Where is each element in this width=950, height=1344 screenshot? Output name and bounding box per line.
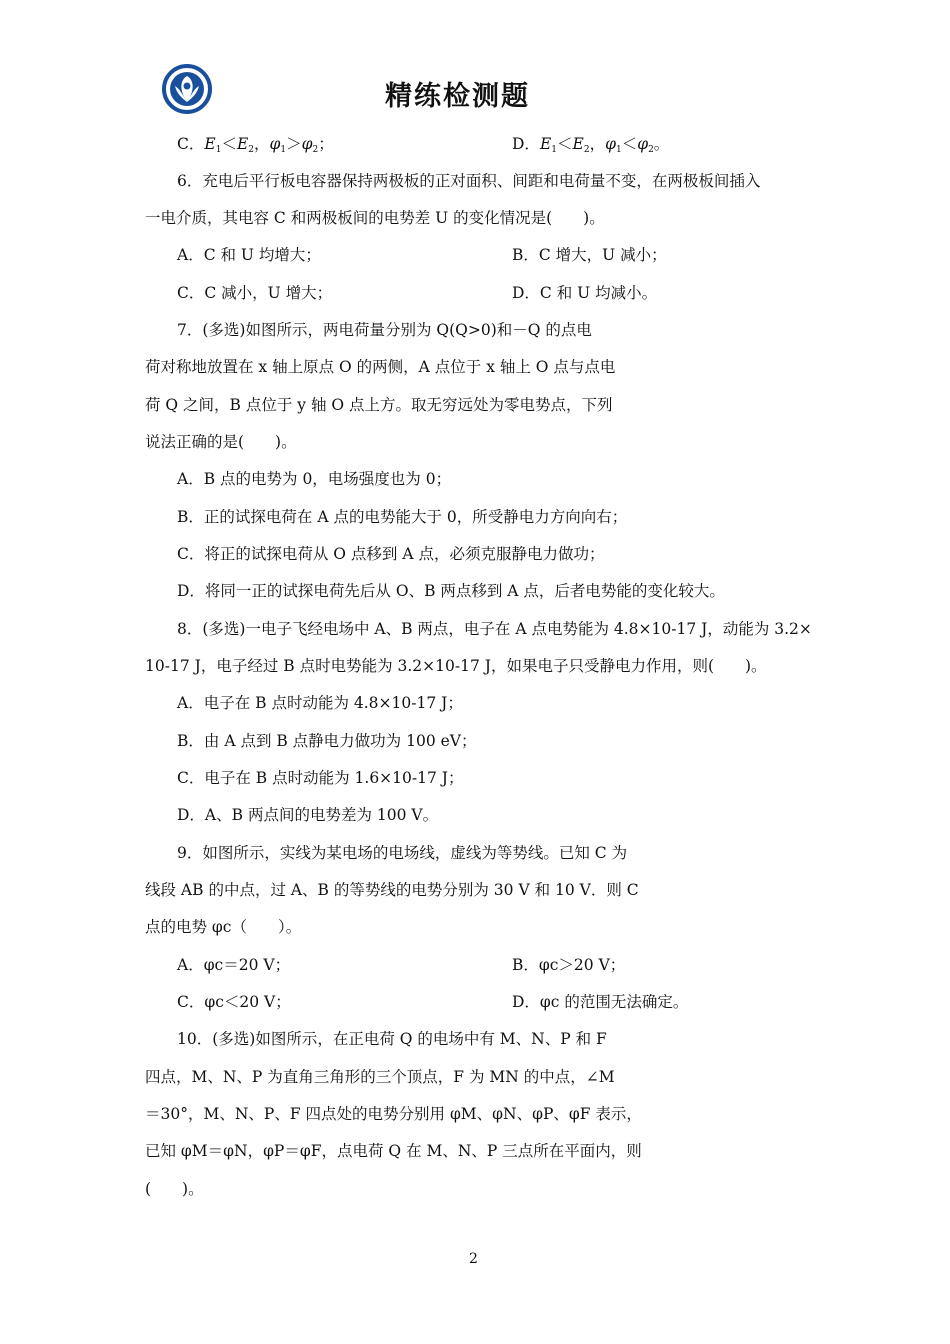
q10-stem-line4: 已知 φM＝φN，φP＝φF，点电荷 Q 在 M、N、P 三点所在平面内，则	[145, 1142, 642, 1160]
q6-option-b: B．C 增大，U 减小；	[512, 246, 667, 264]
q10-stem-line2: 四点，M、N、P 为直角三角形的三个顶点，F 为 MN 的中点，∠M	[145, 1068, 615, 1086]
q10-stem-line3: ＝30°，M、N、P、F 四点处的电势分别用 φM、φN、φP、φF 表示，	[145, 1105, 642, 1123]
q9-stem-line1: 9．如图所示，实线为某电场的电场线，虚线为等势线。已知 C 为	[177, 844, 628, 862]
q9-option-b: B．φc＞20 V；	[512, 956, 626, 974]
q6-stem-line2: 一电介质，其电容 C 和两极板间的电势差 U 的变化情况是( )。	[145, 209, 605, 227]
q9-stem-line2: 线段 AB 的中点，过 A、B 的等势线的电势分别为 30 V 和 10 V．则 C	[145, 881, 639, 899]
logo-icon	[162, 64, 212, 114]
q5-option-d: D．$E_1<E_2$，$\varphi_1<\varphi_2$。	[512, 135, 670, 155]
q10-stem-line5: ( )。	[145, 1180, 204, 1198]
q9-option-c: C．φc＜20 V；	[177, 993, 291, 1011]
q6-option-d: D．C 和 U 均减小。	[512, 284, 658, 302]
q7-option-c: C．将正的试探电荷从 O 点移到 A 点，必须克服静电力做功；	[177, 545, 605, 563]
q9-option-a: A．φc＝20 V；	[177, 956, 291, 974]
q7-stem-line4: 说法正确的是( )。	[145, 433, 297, 451]
q7-option-a: A．B 点的电势为 0，电场强度也为 0；	[177, 470, 452, 488]
q10-stem-line1: 10．(多选)如图所示，在正电荷 Q 的电场中有 M、N、P 和 F	[177, 1030, 607, 1048]
q7-stem-line1: 7．(多选)如图所示，两电荷量分别为 Q(Q>0)和－Q 的点电	[177, 321, 592, 339]
q8-stem-line2: 10-17 J，电子经过 B 点时电势能为 3.2×10-17 J，如果电子只受静电力作用，则( )。	[145, 657, 767, 675]
q7-option-b: B．正的试探电荷在 A 点的电势能大于 0，所受静电力方向向右；	[177, 508, 628, 526]
q8-option-b: B．由 A 点到 B 点静电力做功为 100 eV；	[177, 732, 477, 750]
page-number: 2	[469, 1251, 478, 1267]
q9-stem-line3: 点的电势 φc（ ）。	[145, 918, 302, 936]
q6-option-a: A．C 和 U 均增大；	[177, 246, 321, 264]
q8-option-a: A．电子在 B 点时动能为 4.8×10-17 J；	[177, 694, 463, 712]
q5-option-c: C．$E_1<E_2$，$\varphi_1>\varphi_2$；	[177, 135, 334, 155]
q7-option-d: D．将同一正的试探电荷先后从 O、B 两点移到 A 点，后者电势能的变化较大。	[177, 582, 725, 600]
page-title: 精练检测题	[385, 81, 530, 112]
q6-stem-line1: 6．充电后平行板电容器保持两极板的正对面积、间距和电荷量不变，在两极板间插入	[177, 172, 761, 190]
q8-option-d: D．A、B 两点间的电势差为 100 V。	[177, 806, 439, 824]
q8-stem-line1: 8．(多选)一电子飞经电场中 A、B 两点，电子在 A 点电势能为 4.8×10-17 J，动能为 3.2×	[177, 620, 812, 638]
q8-option-c: C．电子在 B 点时动能为 1.6×10-17 J；	[177, 769, 464, 787]
q7-stem-line3: 荷 Q 之间，B 点位于 y 轴 O 点上方。取无穷远处为零电势点，下列	[145, 396, 613, 414]
q7-stem-line2: 荷对称地放置在 x 轴上原点 O 的两侧，A 点位于 x 轴上 O 点与点电	[145, 358, 616, 376]
q9-option-d: D．φc 的范围无法确定。	[512, 993, 689, 1011]
q6-option-c: C．C 减小，U 增大；	[177, 284, 333, 302]
